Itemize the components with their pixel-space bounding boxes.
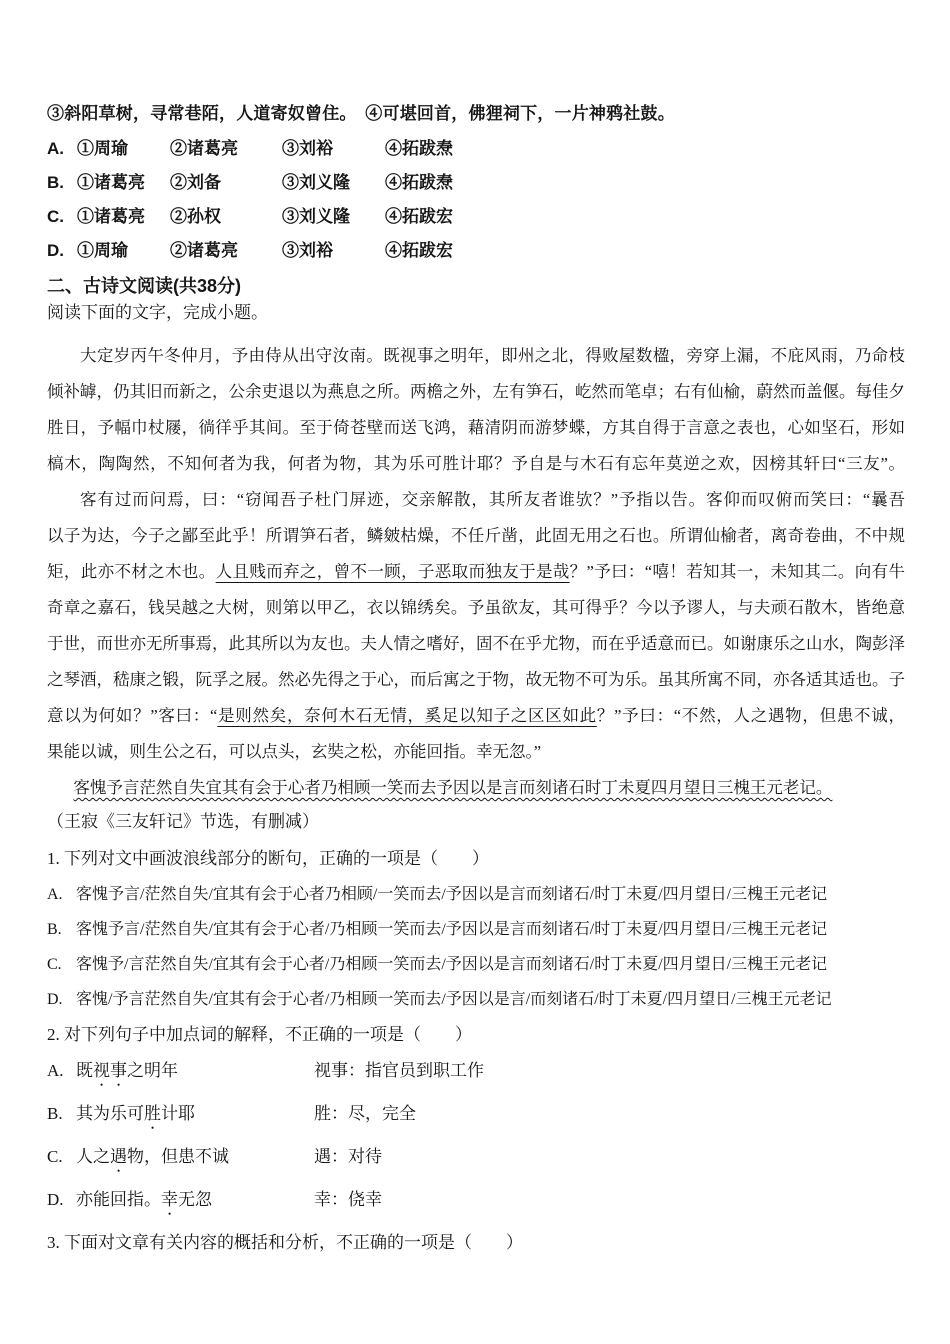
option-cell: ②刘备 bbox=[170, 173, 221, 192]
question-3-stem: 3. 下面对文章有关内容的概括和分析，不正确的一项是（ ） bbox=[47, 1233, 523, 1252]
classical-passage bbox=[47, 338, 905, 806]
passage-line bbox=[47, 770, 905, 806]
option-label: D. bbox=[47, 1190, 64, 1209]
option-cell: ③刘裕 bbox=[282, 139, 333, 158]
context-option-row-a bbox=[47, 138, 905, 160]
sentence-text: 之明年 bbox=[127, 1061, 178, 1080]
wavy-underlined-sentence: 客愧予言茫然自失宜其有会于心者乃相顾一笑而去予因以是言而刻诸石时丁未夏四月望日三槐王元老记。 bbox=[73, 778, 833, 797]
passage-line: 槁木，陶陶然，不知何者为我，何者为物，其为乐可胜计耶？予自是与木石有忘年莫逆之欢，因榜其轩曰“三友”。 bbox=[47, 454, 905, 473]
passage-line: 以子为达，今子之鄙至此乎！所谓笋石者，鳞皴枯燥，不任斤凿，此固无用之石也。所谓仙榆者，离奇卷曲，不中规 bbox=[47, 526, 905, 545]
underlined-clause: 人且贱而弃之，曾不一顾，子恶取而独友于是哉 bbox=[215, 562, 570, 581]
passage-source: （王寂《三友轩记》节选，有删减） bbox=[47, 812, 319, 831]
sentence-text: 亦能回指。 bbox=[76, 1190, 161, 1209]
gloss-text: 胜：尽，完全 bbox=[314, 1104, 416, 1123]
dotted-word: 幸 bbox=[161, 1190, 178, 1209]
option-cell: ④拓跋宏 bbox=[385, 207, 453, 226]
question-2-option-c bbox=[47, 1146, 905, 1176]
question-1-stem: 1. 下列对文中画波浪线部分的断句，正确的一项是（ ） bbox=[47, 849, 489, 868]
dotted-word: 遇 bbox=[110, 1147, 127, 1166]
option-label: D. bbox=[47, 241, 64, 260]
underlined-clause: 是则然矣，奈何木石无情，奚足以知子之区区如此 bbox=[217, 706, 597, 725]
passage-line: 倾补罅，仍其旧而新之，公余吏退以为燕息之所。两檐之外，左有笋石，屹然而笔卓；右有仙榆，蔚然而盖偃。每佳夕 bbox=[47, 382, 905, 401]
passage-line: 客有过而问焉，曰：“窃闻吾子杜门屏迹，交亲解散，其所友者谁欤？”予指以告。客仰而叹俯而笑曰：“曩吾 bbox=[80, 490, 905, 509]
option-label: B. bbox=[47, 921, 62, 938]
option-cell: ④拓跋焘 bbox=[385, 139, 453, 158]
option-label: C. bbox=[47, 956, 62, 973]
context-question-stem: ③斜阳草树，寻常巷陌，人道寄奴曾住。 ④可堪回首，佛狸祠下，一片神鸦社鼓。 bbox=[47, 104, 675, 123]
question-2-stem: 2. 对下列句子中加点词的解释，不正确的一项是（ ） bbox=[47, 1025, 472, 1044]
sentence-text: 人之 bbox=[76, 1147, 110, 1166]
option-label: A. bbox=[47, 886, 63, 903]
context-option-row-b bbox=[47, 172, 905, 194]
option-text: 客愧予言/茫然自失/宜其有会于心者/乃相顾一笑而去/予因以是言而刻诸石/时丁未夏/四月望日/三槐王元老记 bbox=[76, 921, 828, 938]
passage-line bbox=[47, 554, 905, 590]
passage-line: 胜日，予幅巾杖屦，徜徉乎其间。至于倚苍壁而送飞鸿，藉清阴而游梦蝶，方其自得于言意之表也，心如坚石，形如 bbox=[47, 418, 905, 437]
gloss-text: 遇：对待 bbox=[314, 1147, 382, 1166]
option-sentence bbox=[76, 1103, 314, 1133]
option-cell: ④拓跋宏 bbox=[385, 241, 453, 260]
option-cell: ③刘义隆 bbox=[282, 207, 350, 226]
option-label: B. bbox=[47, 1104, 63, 1123]
option-text: 客愧/予言茫然自失/宜其有会于心者/乃相顾一笑而去/予因以是言/而刻诸石/时丁未夏/四月望日/三槐王元老记 bbox=[76, 991, 832, 1008]
option-cell: ③刘裕 bbox=[282, 241, 333, 260]
option-sentence bbox=[76, 1189, 314, 1219]
option-label: C. bbox=[47, 1147, 63, 1166]
option-cell: ③刘义隆 bbox=[282, 173, 350, 192]
context-question-block bbox=[47, 103, 905, 262]
sentence-text: 既 bbox=[76, 1061, 93, 1080]
option-label: D. bbox=[47, 991, 63, 1008]
option-cell: ②诸葛亮 bbox=[170, 139, 238, 158]
question-2-option-a bbox=[47, 1060, 905, 1090]
section-heading: 二、古诗文阅读(共38分) bbox=[47, 276, 242, 296]
question-2-option-b bbox=[47, 1103, 905, 1133]
passage-text: 意以为何如？”客曰：“ bbox=[47, 706, 218, 725]
option-text: 客愧予/言茫然自失/宜其有会于心者/乃相顾一笑而去/予因以是言而刻诸石/时丁未夏/四月望日/三槐王元老记 bbox=[76, 956, 828, 973]
sentence-text: 计耶 bbox=[161, 1104, 195, 1123]
gloss-text: 视事：指官员到职工作 bbox=[314, 1061, 484, 1080]
question-1-option-c bbox=[47, 954, 905, 976]
option-text: 客愧予言/茫然自失/宜其有会于心者乃相顾/一笑而去/予因以是言而刻诸石/时丁未夏/四月望日/三槐王元老记 bbox=[76, 886, 828, 903]
option-label: C. bbox=[47, 207, 64, 226]
passage-line: 大定岁丙午冬仲月，予由侍从出守汝南。既视事之明年，即州之北，得败屋数楹，旁穿上漏，不庇风雨，乃命枝 bbox=[80, 346, 905, 365]
passage-line: 之琴酒，嵇康之锻，阮孚之屐。然必先得之于心，而后寓之于物，故无物不可为乐。虽其所寓不同，亦各适其适也。子 bbox=[47, 670, 905, 689]
context-option-row-c bbox=[47, 206, 905, 228]
option-cell: ①诸葛亮 bbox=[77, 173, 145, 192]
dotted-word: 视事 bbox=[93, 1061, 127, 1080]
gloss-text: 幸：侥幸 bbox=[314, 1190, 382, 1209]
passage-line: 于世，而世亦无所事焉，此其所以为友也。夫人情之嗜好，固不在乎尤物，而在乎适意而已。如谢康乐之山水，陶彭泽 bbox=[47, 634, 905, 653]
option-sentence bbox=[76, 1060, 314, 1090]
option-label: A. bbox=[47, 1061, 64, 1080]
sentence-text: 物，但患不诚 bbox=[127, 1147, 229, 1166]
option-label: B. bbox=[47, 173, 64, 192]
passage-line: 果能以诚，则生公之石，可以点头，玄奘之松，亦能回指。幸无忽。” bbox=[47, 742, 542, 761]
context-option-row-d bbox=[47, 240, 905, 262]
sentence-text: 无忽 bbox=[178, 1190, 212, 1209]
option-sentence bbox=[76, 1146, 314, 1176]
passage-line: 奇章之嘉石，钱吴越之大树，则第以甲乙，衣以锦绣矣。予虽欲友，其可得乎？今以予谬人，与夫顽石散木，皆绝意 bbox=[47, 598, 905, 617]
reading-instruction: 阅读下面的文字，完成小题。 bbox=[47, 303, 268, 322]
passage-text: 矩，此亦不材之木也。 bbox=[47, 562, 216, 581]
question-1-option-d bbox=[47, 989, 905, 1011]
sentence-text: 其为乐可 bbox=[76, 1104, 144, 1123]
passage-text: ？”予曰：“不然，人之遇物，但患不诚， bbox=[596, 706, 905, 725]
question-2-option-d bbox=[47, 1189, 905, 1219]
passage-line bbox=[47, 698, 905, 734]
option-cell: ①周瑜 bbox=[77, 241, 128, 260]
option-cell: ①周瑜 bbox=[77, 139, 128, 158]
option-cell: ④拓跋焘 bbox=[385, 173, 453, 192]
question-1-option-b bbox=[47, 919, 905, 941]
option-label: A. bbox=[47, 139, 64, 158]
passage-text: ？”予曰：“嘻！若知其一，未知其二。向有牛 bbox=[569, 562, 906, 581]
question-1-option-a bbox=[47, 884, 905, 906]
dotted-word: 胜 bbox=[144, 1104, 161, 1123]
option-cell: ②孙权 bbox=[170, 207, 221, 226]
option-cell: ①诸葛亮 bbox=[77, 207, 145, 226]
option-cell: ②诸葛亮 bbox=[170, 241, 238, 260]
